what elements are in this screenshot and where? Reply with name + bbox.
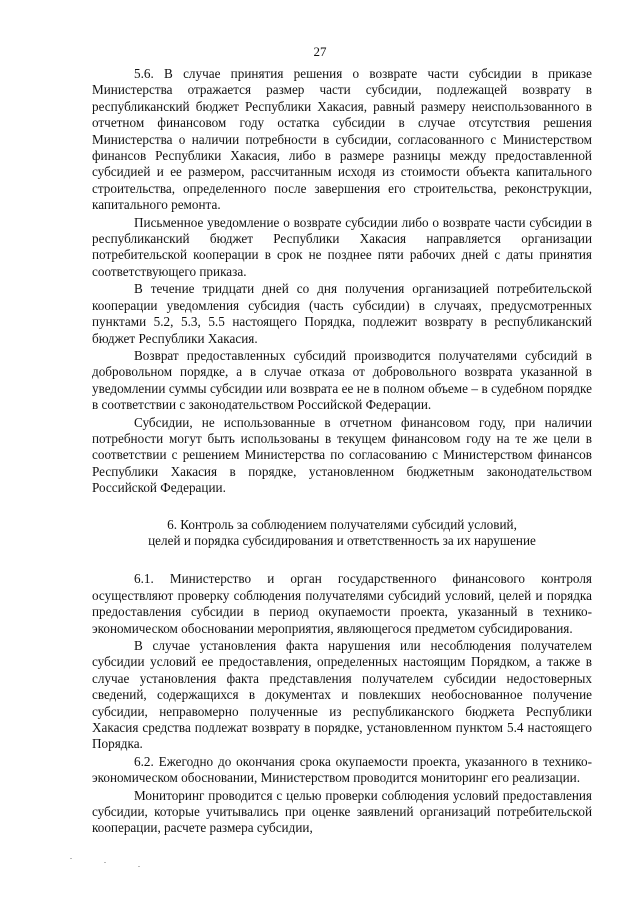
paragraph-violation: В случае установления факта нарушения или несоблюдения получателем субсидии условий ее предоставления, определенных настоящим Порядком, а также в случае установления факта представления получателем субсидии недостоверных сведений, содержащихся в документах и повлекших необоснованное получение субсидии, неправомерно полученные из республиканского бюджета Республики Хакасия средства подлежат возврату в порядке, установленном пунктом 5.4 настоящего Порядка. xyxy=(92,638,592,752)
document-body xyxy=(92,66,592,837)
paragraph-unused-subsidies: Субсидии, не использованные в отчетном финансовом году, при наличии потребности могут быть использованы в текущем финансовом году на те же цели в соответствии с решением Министерства по согласованию с Министерством финансов Республики Хакасия в порядке, установленном бюджетным законодательством Российской Федерации. xyxy=(92,414,592,496)
scan-speck xyxy=(138,866,140,867)
paragraph-monitoring: Мониторинг проводится с целью проверки соблюдения условий предоставления субсидии, которые учитывались при оценке заявлений организаций потребительской кооперации, расчете размера субсидии, xyxy=(92,787,592,836)
page-number: 27 xyxy=(313,44,327,59)
section-6-heading xyxy=(92,517,592,550)
paragraph-written-notice: Письменное уведомление о возврате субсидии либо о возврате части субсидии в республиканский бюджет Республики Хакасия направляется организации потребительской кооперации в срок не позднее пяти рабочих дней с даты принятия соответствующего приказа. xyxy=(92,214,592,279)
section-6-heading-line-2: целей и порядка субсидирования и ответственность за их нарушение xyxy=(148,532,536,548)
paragraph-5-6: 5.6. В случае принятия решения о возврате части субсидии в приказе Министерства отражается размер части субсидии, подлежащей возврату в республиканский бюджет Республики Хакасия, равный размеру неиспользованного в отчетном финансовом году остатка субсидии в случае отсутствия решения Министерства о наличии потребности в субсидии, согласованного с Министерством финансов Республики Хакасия, либо в размере разницы между предоставленной субсидией и ее размером, рассчитанным исходя из стоимости объекта капитального строительства, определенного после завершения его строительства, реконструкции, капитального ремонта. xyxy=(92,66,592,213)
paragraph-6-1: 6.1. Министерство и орган государственного финансового контроля осуществляют проверку соблюдения получателями субсидий условий, целей и порядка предоставления субсидии в период окупаемости проекта, указанный в технико-экономическом обосновании мероприятия, являющегося предметом субсидирования. xyxy=(92,571,592,636)
scan-speck xyxy=(104,862,106,863)
scan-speck xyxy=(70,858,72,859)
paragraph-thirty-days: В течение тридцати дней со дня получения организацией потребительской кооперации уведомления субсидия (часть субсидии) в случаях, предусмотренных пунктами 5.2, 5.3, 5.5 настоящего Порядка, подлежит возврату в республиканский бюджет Республики Хакасия. xyxy=(92,281,592,346)
paragraph-6-2: 6.2. Ежегодно до окончания срока окупаемости проекта, указанного в технико-экономическом обосновании, Министерством проводится мониторинг его реализации. xyxy=(92,753,592,786)
paragraph-voluntary-return: Возврат предоставленных субсидий производится получателями субсидий в добровольном порядке, а в случае отказа от добровольного возврата указанной в уведомлении суммы субсидии или возврата ее не в полном объеме – в судебном порядке в соответствии с законодательством Российской Федерации. xyxy=(92,347,592,413)
section-6-heading-line-1: 6. Контроль за соблюдением получателями субсидий условий, xyxy=(167,516,517,532)
